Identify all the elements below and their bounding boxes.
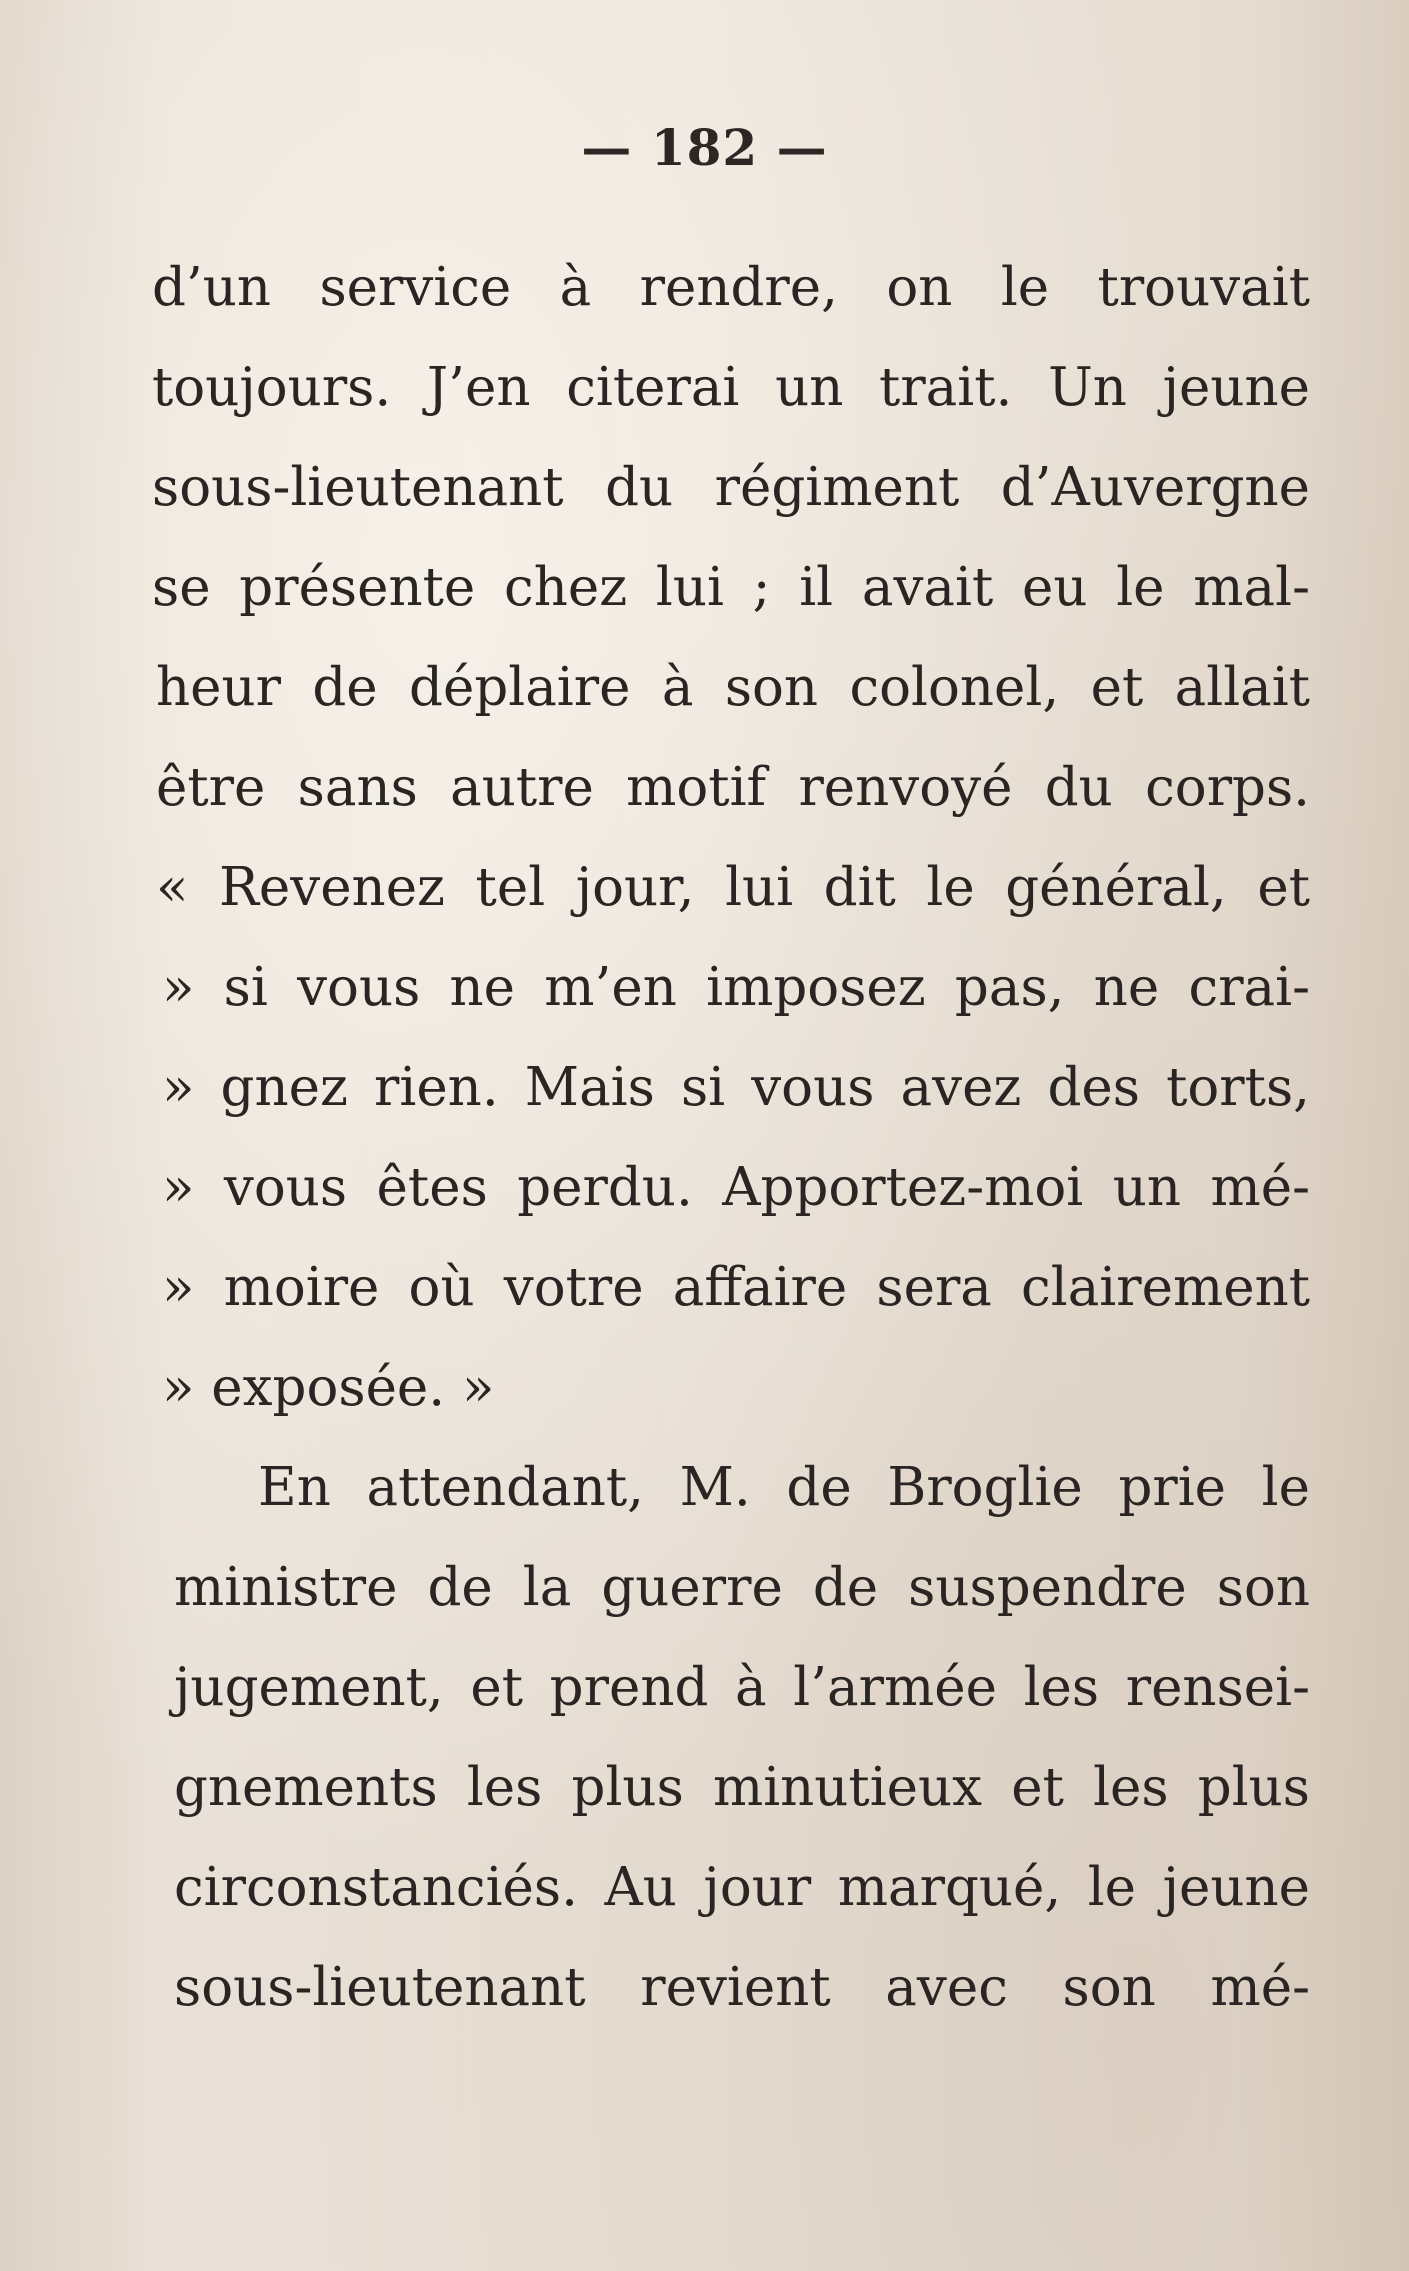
- text-line: » moire où votre affaire sera clairement: [162, 1257, 1310, 1318]
- text-line: jugement, et prend à l’armée les rensei-: [174, 1657, 1310, 1718]
- text-line: » si vous ne m’en imposez pas, ne crai-: [162, 957, 1310, 1018]
- text-line: ministre de la guerre de suspendre son: [174, 1557, 1310, 1618]
- text-line: heur de déplaire à son colonel, et allait: [156, 657, 1310, 718]
- text-line: « Revenez tel jour, lui dit le général, et: [156, 857, 1310, 918]
- page-number: — 182 —: [581, 118, 828, 177]
- body-text: [150, 238, 1310, 2038]
- text-line: gnements les plus minutieux et les plus: [174, 1757, 1310, 1818]
- text-line: toujours. J’en citerai un trait. Un jeune: [152, 357, 1310, 418]
- text-line: » gnez rien. Mais si vous avez des torts,: [162, 1057, 1310, 1118]
- text-line: d’un service à rendre, on le trouvait: [152, 257, 1310, 318]
- text-line: sous-lieutenant du régiment d’Auvergne: [152, 457, 1310, 518]
- text-line: se présente chez lui ; il avait eu le mal-: [152, 557, 1310, 618]
- text-line: être sans autre motif renvoyé du corps.: [156, 757, 1310, 818]
- text-line: » vous êtes perdu. Apportez-moi un mé-: [162, 1157, 1310, 1218]
- text-line: » exposée. »: [162, 1357, 495, 1418]
- text-line: sous-lieutenant revient avec son mé-: [174, 1957, 1310, 2018]
- text-line: circonstanciés. Au jour marqué, le jeune: [174, 1857, 1310, 1918]
- paragraph-start-line: En attendant, M. de Broglie prie le: [258, 1457, 1310, 1518]
